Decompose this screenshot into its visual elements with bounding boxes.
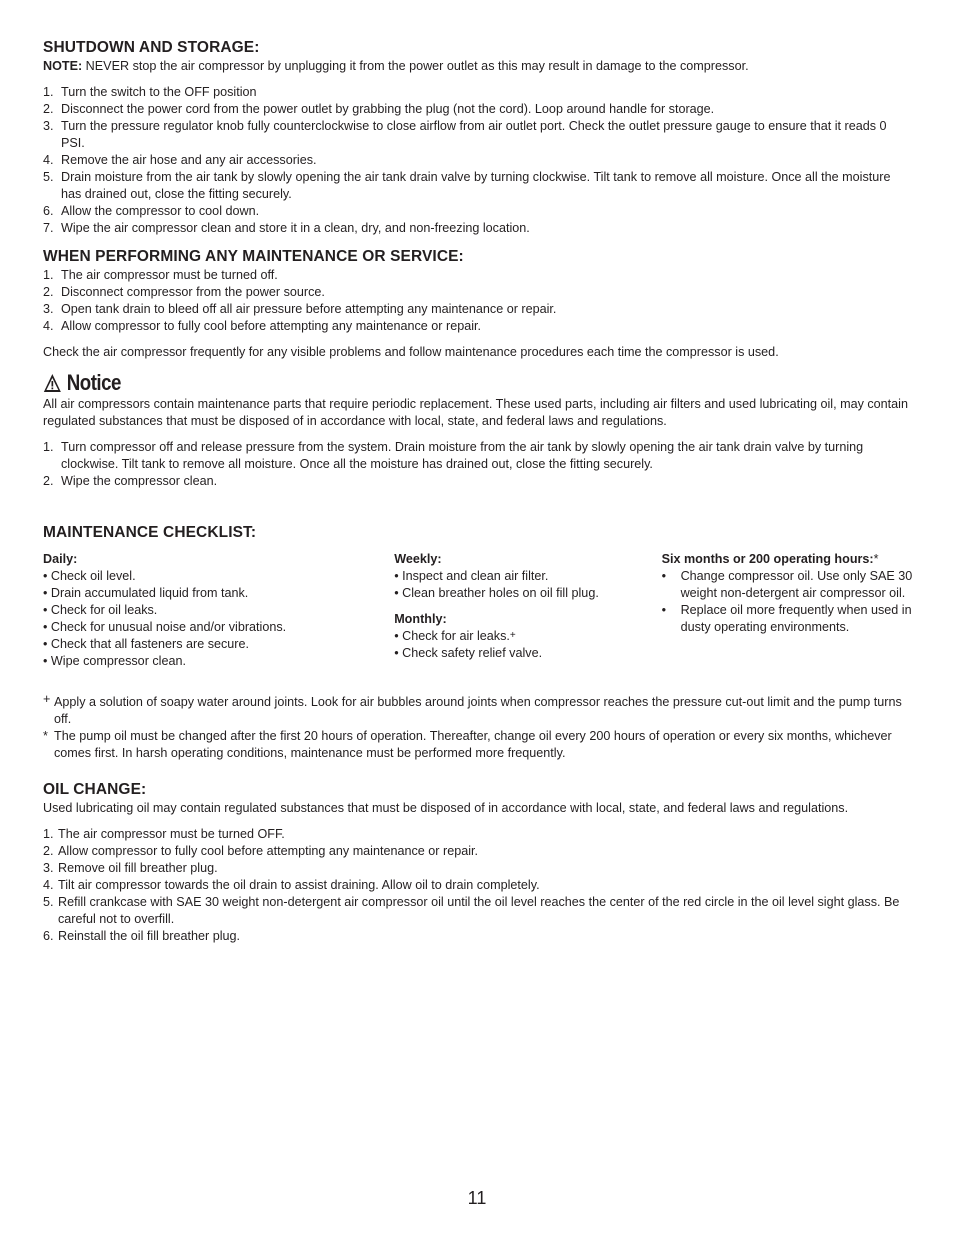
- list-item: • Check that all fasteners are secure.: [43, 637, 250, 651]
- list-item: 3. Open tank drain to bleed off all air pressure before attempting any maintenance or repair.: [43, 302, 557, 316]
- daily-list: [43, 568, 394, 670]
- list-item: 6. Allow the compressor to cool down.: [43, 204, 260, 218]
- monthly-title: Monthly:: [394, 612, 447, 626]
- monthly-list: [394, 628, 661, 662]
- list-item: 6. Reinstall the oil fill breather plug.: [43, 929, 241, 943]
- six-month-list: [662, 568, 913, 636]
- footnote-plus: + Apply a solution of soapy water around joints. Look for air bubbles around joints when compressor reaches the pressure cut-out limit and the pump turns off.: [43, 692, 902, 726]
- maintenance-section: [43, 247, 913, 361]
- oil-change-heading: OIL CHANGE:: [43, 781, 147, 798]
- list-item: • Check for air leaks.+: [394, 629, 516, 643]
- daily-title: Daily:: [43, 552, 78, 566]
- notice-title-text: Notice: [66, 370, 121, 395]
- checklist-section: [43, 523, 913, 670]
- list-item: 2. Wipe the compressor clean.: [43, 474, 218, 488]
- list-item: 1. The air compressor must be turned OFF.: [43, 827, 285, 841]
- list-item: 2. Disconnect the power cord from the power outlet by grabbing the plug (not the cord). Loop around handle for storage.: [43, 102, 715, 116]
- list-item: 4. Remove the air hose and any air accessories.: [43, 153, 317, 167]
- plus-footnote-mark: +: [509, 630, 516, 641]
- maintenance-steps: [43, 267, 913, 335]
- list-item: • Change compressor oil. Use only SAE 30 weight non-detergent air compressor oil.: [661, 569, 913, 600]
- list-item: 1. Turn the switch to the OFF position: [43, 85, 257, 99]
- note-text: NEVER stop the air compressor by unplugging it from the power outlet as this may result in damage to the compressor.: [82, 59, 749, 73]
- maintenance-heading: WHEN PERFORMING ANY MAINTENANCE OR SERVICE:: [43, 248, 464, 265]
- notice-steps: [43, 439, 913, 490]
- list-item: 1. Turn compressor off and release pressure from the system. Drain moisture from the air tank by slowly opening the air tank drain valve by turning clockwise. Tilt tank to remove all moisture. Once all the moisture has drained out, close the fitting securely.: [43, 440, 864, 471]
- list-item: 5. Refill crankcase with SAE 30 weight non-detergent air compressor oil until the oil level reaches the center of the red circle in the oil level sight glass. Be careful not to overfill.: [43, 895, 900, 926]
- list-item: 3. Turn the pressure regulator knob fully counterclockwise to close airflow from air outlet port. Check the outlet pressure gauge to ensure that it reads 0 PSI.: [43, 119, 887, 150]
- list-item: • Check oil level.: [43, 569, 136, 583]
- list-item: • Wipe compressor clean.: [43, 654, 186, 668]
- list-item: 2. Disconnect compressor from the power source.: [43, 285, 325, 299]
- note-label: NOTE:: [43, 59, 83, 73]
- list-item: 5. Drain moisture from the air tank by slowly opening the air tank drain valve by turning clockwise. Tilt tank to remove all moisture. Once all the moisture has drained out, close the fitting securely.: [43, 170, 891, 201]
- list-item: 7. Wipe the air compressor clean and store it in a clean, dry, and non-freezing location.: [43, 221, 530, 235]
- list-item: 4. Allow compressor to fully cool before attempting any maintenance or repair.: [43, 319, 482, 333]
- list-item: • Inspect and clean air filter.: [394, 569, 549, 583]
- daily-column: [43, 551, 394, 670]
- page-number: 11: [467, 1188, 487, 1208]
- asterisk-mark: *: [873, 552, 879, 566]
- list-item: 3. Remove oil fill breather plug.: [43, 861, 218, 875]
- notice-section: [43, 370, 913, 490]
- list-item: 1. The air compressor must be turned off.: [43, 268, 278, 282]
- list-item: • Clean breather holes on oil fill plug.: [394, 586, 599, 600]
- list-item: • Drain accumulated liquid from tank.: [43, 586, 249, 600]
- footnote-asterisk: * The pump oil must be changed after the first 20 hours of operation. Thereafter, change oil every 200 hours of operation or every six months, whichever comes first. In harsh operating conditions, maintenance must be performed more frequently.: [43, 729, 892, 760]
- weekly-list: [394, 568, 661, 602]
- six-month-column: [662, 551, 913, 670]
- checklist-columns: [43, 551, 913, 670]
- shutdown-heading: SHUTDOWN AND STORAGE:: [43, 39, 260, 56]
- weekly-title: Weekly:: [394, 552, 442, 566]
- warning-triangle-icon: [43, 373, 62, 393]
- list-item: 4. Tilt air compressor towards the oil drain to assist draining. Allow oil to drain completely.: [43, 878, 540, 892]
- list-item: 2. Allow compressor to fully cool before attempting any maintenance or repair.: [43, 844, 479, 858]
- manual-page: [43, 38, 913, 945]
- oil-change-section: [43, 780, 913, 945]
- weekly-monthly-column: [394, 551, 661, 670]
- list-item: • Replace oil more frequently when used in dusty operating environments.: [661, 603, 912, 634]
- check-frequently-text: Check the air compressor frequently for any visible problems and follow maintenance procedures each time the compressor is used.: [43, 345, 779, 359]
- six-month-title: Six months or 200 operating hours:*: [661, 552, 879, 566]
- oil-change-steps: [43, 826, 913, 945]
- oil-change-intro: Used lubricating oil may contain regulated substances that must be disposed of in accordance with local, state, and federal laws and regulations.: [43, 801, 849, 815]
- footnotes: [43, 694, 913, 762]
- shutdown-section: [43, 38, 913, 237]
- list-item: • Check for oil leaks.: [43, 603, 158, 617]
- notice-text: All air compressors contain maintenance parts that require periodic replacement. These used parts, including air filters and used lubricating oil, may contain regulated substances that must be disposed of in accordance with local, state, and federal laws and regulations.: [43, 397, 908, 428]
- shutdown-steps: [43, 84, 913, 237]
- shutdown-note: [43, 58, 913, 75]
- checklist-heading: MAINTENANCE CHECKLIST:: [43, 524, 257, 541]
- notice-title: [43, 370, 783, 396]
- list-item: • Check for unusual noise and/or vibrations.: [43, 620, 287, 634]
- list-item: • Check safety relief valve.: [394, 646, 543, 660]
